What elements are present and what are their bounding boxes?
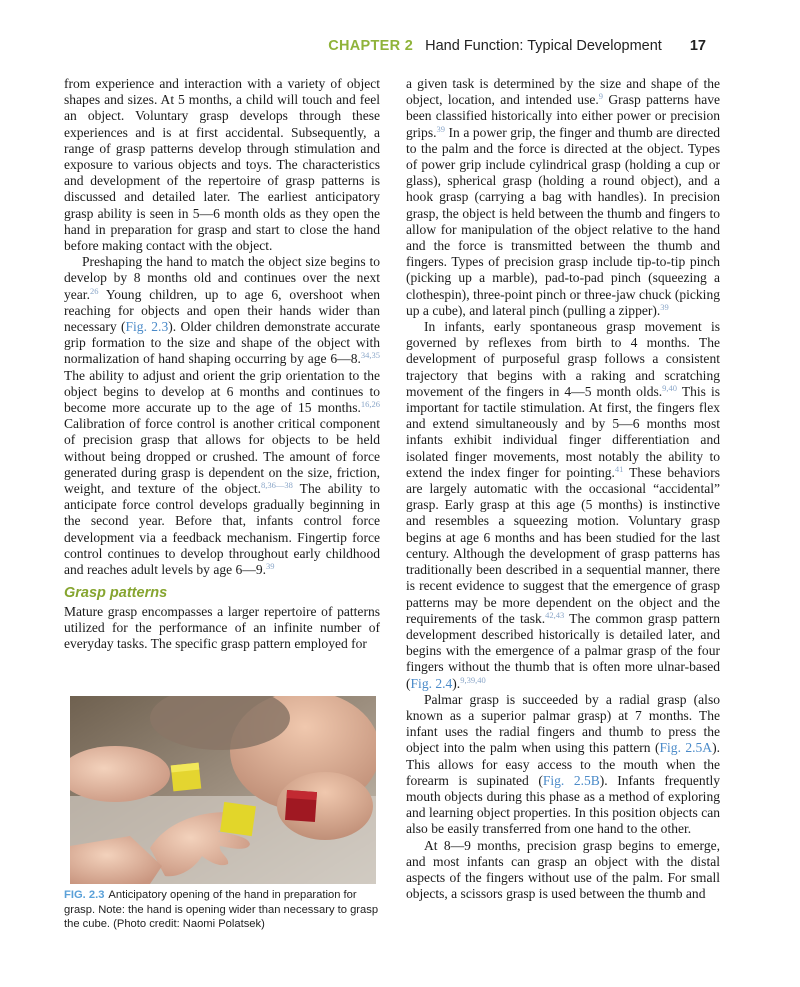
figure-link[interactable]: Fig. 2.5B <box>542 772 600 788</box>
figure-caption <box>64 888 384 932</box>
page-number: 17 <box>689 38 706 54</box>
section-heading: Grasp patterns <box>64 585 168 602</box>
running-header <box>328 38 706 54</box>
text-run: In a power grip, the finger and thumb are directed to the palm and the force is directed at the object. Types of power grip include cylindrical grasp (holding a cup or glass), spherical grasp (holding a round object), and a hook grasp (carrying a bag with handles). In precision grasp, the object is held between the thumb and fingers to allow for manipulation of the object relative to the hand and the force is transmitted between the thumb and fingers. Types of precision grasp include tip-to-tip pinch (picking up a marble), pad-to-pad pinch (squeezing a clothespin), three-point pinch or three-jaw chuck (picking up a cube), and lateral pinch (pulling a zipper). <box>406 124 720 318</box>
figure-link[interactable]: Fig. 2.4 <box>410 675 453 691</box>
text-run: Preshaping the hand to match the object size begins to develop by 8 months old and continues over the next year. <box>64 254 380 302</box>
citation[interactable]: 9 <box>598 91 603 102</box>
text-run: Calibration of force control is another critical component of precision grasp that allows for objects to be held without being dropped or crushed. The amount of force generated during grasp is dependent on the size, friction, weight, and texture of the object. <box>64 416 380 497</box>
chapter-label: CHAPTER 2 <box>328 38 414 54</box>
caption-text: Anticipatory opening of the hand in preparation for grasp. Note: the hand is opening wider than necessary to grasp the cube. (Photo credit: Naomi Polatsek) <box>64 889 379 930</box>
paragraph <box>64 76 380 254</box>
paragraph <box>406 838 720 903</box>
text-run: Young children, up to age 6, overshoot when reaching for objects and open their hands wider than necessary ( <box>64 286 380 335</box>
paragraph <box>406 692 720 838</box>
citation[interactable]: 42,43 <box>545 609 565 620</box>
paragraph <box>406 76 720 319</box>
right-column <box>406 76 720 902</box>
paragraph <box>64 604 380 653</box>
text-run: ). <box>452 675 461 691</box>
text-run: Grasp patterns have been classified historically into either power or precision grips. <box>406 92 720 140</box>
citation[interactable]: 16,26 <box>360 399 380 410</box>
citation[interactable]: 8,36—38 <box>261 480 293 491</box>
chapter-title: Hand Function: Typical Development <box>425 38 662 54</box>
text-run: The ability to adjust and orient the grip orientation to the object begins to develop at 6 months and continues to become more accurate up to the age of 15 months. <box>64 367 380 416</box>
citation[interactable]: 39 <box>266 561 275 572</box>
figure-photo <box>70 696 376 884</box>
paragraph <box>64 254 380 578</box>
text-run: The common grasp pattern development described historically is detailed later, and begins with the emergence of a palmar grasp of the four fingers without the thumb that is often more ulnar-based ( <box>406 610 721 691</box>
figure-label: FIG. 2.3 <box>64 889 105 901</box>
text-run: The ability to anticipate force control develops gradually beginning in the second year. Before that, infants control force development via a feedback mechanism. Fingertip force control continues to develop throughout early childhood and reaches adult levels by age 6—9. <box>64 481 380 578</box>
paragraph <box>406 319 720 692</box>
text-run: At 8—9 months, precision grasp begins to emerge, and most infants can grasp an object with the distal aspects of the fingers without use of the palm. For small objects, a scissors grasp is used between the thumb and <box>406 837 720 902</box>
text-run: ). Older children demonstrate accurate grip formation to the size and shape of the object with normalization of hand shaping occurring by age 6—8. <box>64 319 380 367</box>
citation[interactable]: 26 <box>89 285 99 296</box>
infant-hands-cubes-image <box>70 696 376 884</box>
text-run: These behaviors are largely automatic with the occasional “accidental” grasp. Early grasp at this age (5 months) is instinctive and resembles a squeezing motion. Voluntary grasp begins at age 6 months and has been studied for the last century. Although the development of grasp patterns has traditionally been described in a sequential manner, there is recent evidence to suggest that the emergence of grasp patterns may be more dependent on the object and the requirements of the task. <box>406 464 720 626</box>
text-run: from experience and interaction with a variety of object shapes and sizes. At 5 months, a child will touch and feel an object. Voluntary grasp develops through these experiences and is at first accidental. Subsequently, a range of grasp patterns develop through stimulation and exposure to various objects and toys. The characteristics and development of the repertoire of grasp patterns is discussed and detailed later. The earliest anticipatory grasp ability is seen in 5—6 month olds as they open the hand in preparation for grasp and start to close the hand before making contact with the object. <box>64 76 380 254</box>
citation[interactable]: 39 <box>436 123 445 134</box>
citation[interactable]: 9,40 <box>662 382 678 393</box>
figure-link[interactable]: Fig. 2.3 <box>125 319 169 335</box>
text-run: a given task is determined by the size and shape of the object, location, and intended use. <box>406 76 720 108</box>
left-column <box>64 76 380 652</box>
text-run: This is important for tactile stimulation. At first, the fingers flex and extend simultaneously and by 5—6 months most infants exhibit individual finger differentiation and isolated finger movements, most notably the ability to extend the index finger for pointing. <box>406 383 720 480</box>
figure-link[interactable]: Fig. 2.5A <box>659 740 713 756</box>
citation[interactable]: 39 <box>660 301 669 312</box>
citation[interactable]: 41 <box>614 463 624 474</box>
citation[interactable]: 9,39,40 <box>460 674 486 685</box>
text-run: ). Infants frequently mouth objects during this phase as a method of exploring and learning object properties. In this position objects can also be easily transferred from one hand to the other. <box>406 772 720 837</box>
text-run: Mature grasp encompasses a larger repertoire of patterns utilized for the performance of an infinite number of everyday tasks. The specific grasp pattern employed for <box>64 603 380 651</box>
text-run: ). This allows for easy access to the mouth when the forearm is supinated ( <box>406 740 720 788</box>
citation[interactable]: 34,35 <box>360 350 380 361</box>
text-run: In infants, early spontaneous grasp movement is governed by reflexes from birth to 4 months. The development of purposeful grasp follows a consistent trajectory that begins with a raking and scratching movement of the fingers in 4—5 month olds. <box>406 319 720 399</box>
text-run: Palmar grasp is succeeded by a radial grasp (also known as a superior palmar grasp) at 7 months. The infant uses the radial fingers and thumb to press the object into the palm when using this pattern ( <box>406 691 720 756</box>
